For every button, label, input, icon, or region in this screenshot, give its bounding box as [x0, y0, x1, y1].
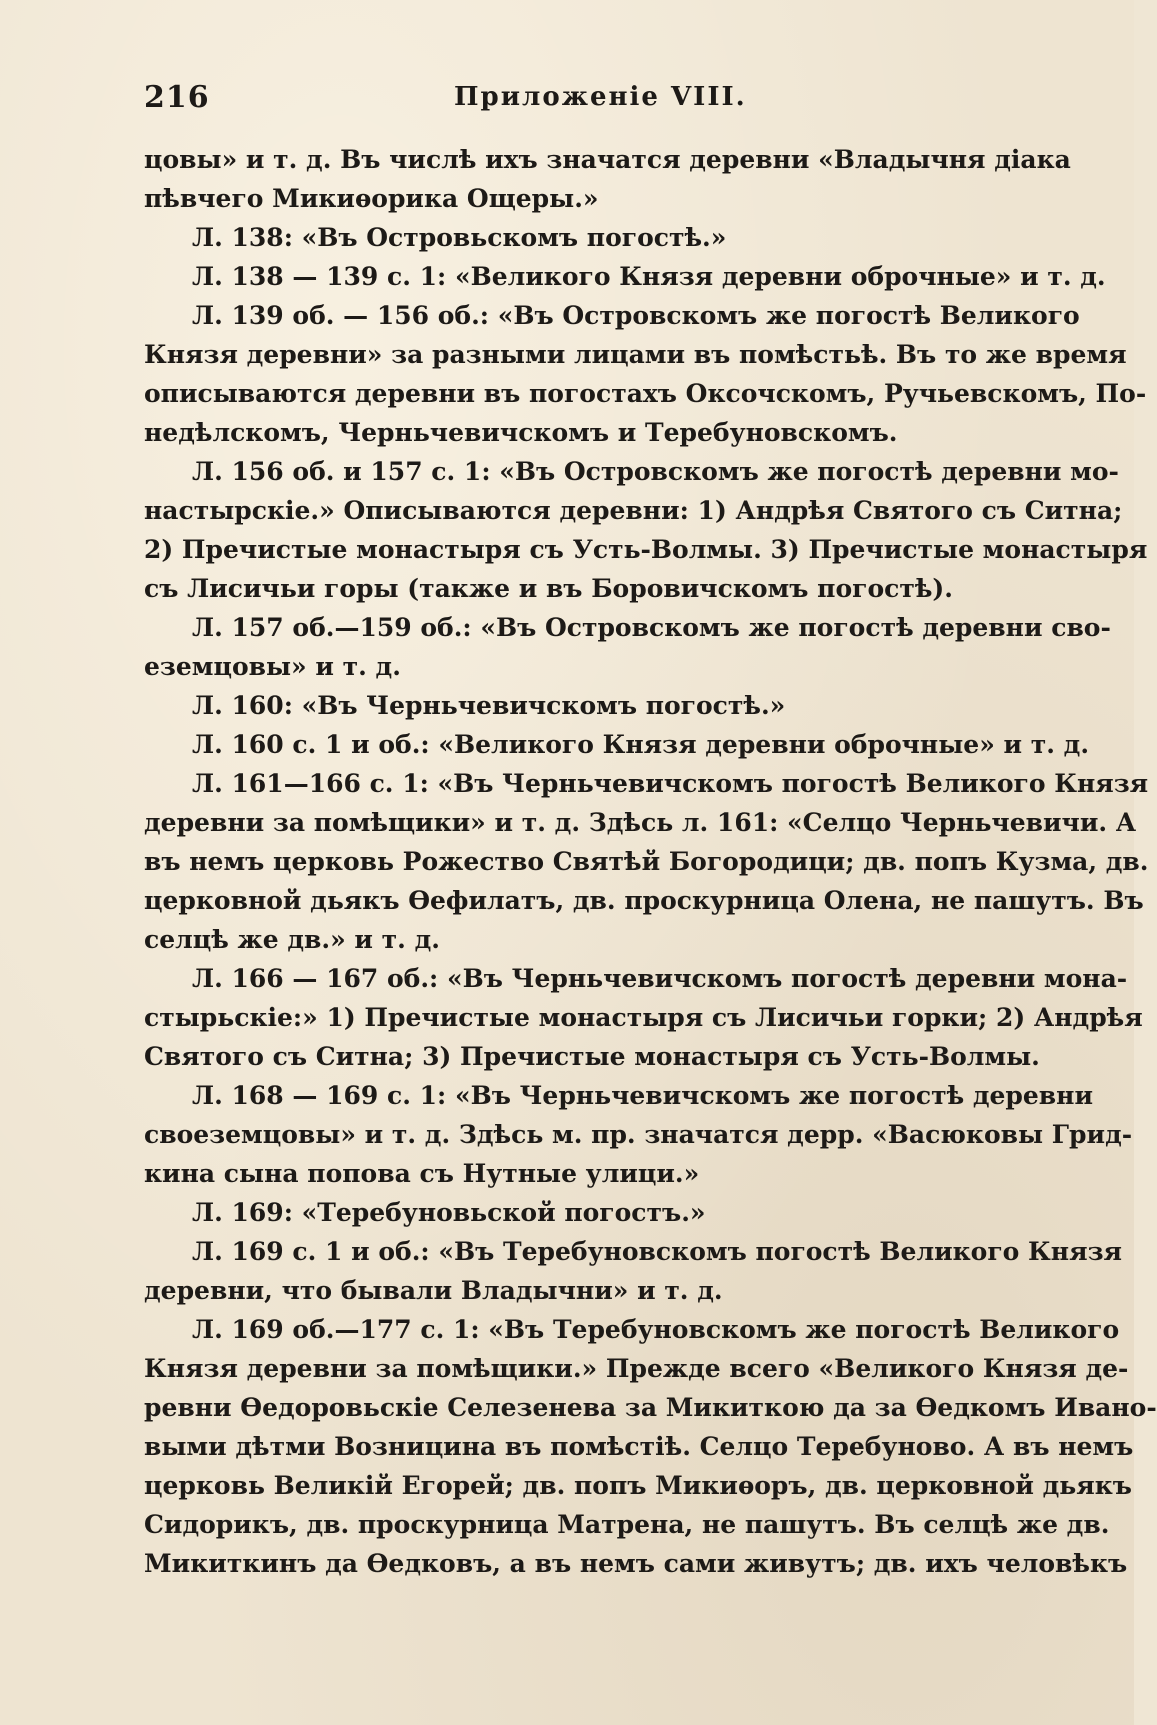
- text-line: Л. 169 с. 1 и об.: «Въ Теребуновскомъ погостѣ Великого Князя: [192, 1237, 1122, 1266]
- text-line: деревни за помѣщики» и т. д. Здѣсь л. 161: «Селцо Черньчевичи. А: [144, 808, 1137, 837]
- text-line: ревни Ѳедоровьскіе Селезенева за Микиткою да за Ѳедкомъ Ивано-: [144, 1393, 1157, 1422]
- text-line: Л. 160: «Въ Черньчевичскомъ погостѣ.»: [192, 691, 786, 720]
- text-line: Л. 156 об. и 157 с. 1: «Въ Островскомъ же погостѣ деревни мо-: [192, 457, 1119, 486]
- body-text: [144, 140, 1157, 1583]
- text-line: Л. 160 с. 1 и об.: «Великого Князя деревни оброчные» и т. д.: [192, 730, 1090, 759]
- text-line: описываются деревни въ погостахъ Оксочскомъ, Ручьевскомъ, По-: [144, 379, 1147, 408]
- text-line: Л. 161—166 с. 1: «Въ Черньчевичскомъ погостѣ Великого Князя: [192, 769, 1149, 798]
- text-line: Л. 138 — 139 с. 1: «Великого Князя деревни оброчные» и т. д.: [192, 262, 1106, 291]
- text-line: недѣлскомъ, Черньчевичскомъ и Теребуновскомъ.: [144, 418, 898, 447]
- page-number: 216: [144, 80, 210, 115]
- text-line: кина сына попова съ Нутные улици.»: [144, 1159, 700, 1188]
- text-line: Л. 166 — 167 об.: «Въ Черньчевичскомъ погостѣ деревни мона-: [192, 964, 1128, 993]
- text-line: пѣвчего Микиѳорика Ощеры.»: [144, 184, 599, 213]
- text-line: Л. 139 об. — 156 об.: «Въ Островскомъ же погостѣ Великого: [192, 301, 1080, 330]
- text-line: Князя деревни за помѣщики.» Прежде всего «Великого Князя де-: [144, 1354, 1129, 1383]
- text-line: деревни, что бывали Владычни» и т. д.: [144, 1276, 723, 1305]
- running-title: Приложеніе VIII.: [454, 82, 747, 112]
- text-line: настырскіе.» Описываются деревни: 1) Андрѣя Святого съ Ситна;: [144, 496, 1123, 525]
- text-line: 2) Пречистые монастыря съ Усть-Волмы. 3) Пречистые монастыря: [144, 535, 1148, 564]
- text-line: Князя деревни» за разными лицами въ помѣстьѣ. Въ то же время: [144, 340, 1127, 369]
- text-line: своеземцовы» и т. д. Здѣсь м. пр. значатся дерр. «Васюковы Грид-: [144, 1120, 1133, 1149]
- text-line: Л. 169 об.—177 с. 1: «Въ Теребуновскомъ же погостѣ Великого: [192, 1315, 1120, 1344]
- text-line: еземцовы» и т. д.: [144, 652, 401, 681]
- text-line: Сидорикъ, дв. проскурница Матрена, не пашутъ. Въ селцѣ же дв.: [144, 1510, 1110, 1539]
- text-line: стырьскіе:» 1) Пречистые монастыря съ Лисичьи горки; 2) Андрѣя: [144, 1003, 1143, 1032]
- page-header: [144, 80, 1044, 120]
- text-line: Л. 138: «Въ Островьскомъ погостѣ.»: [192, 223, 727, 252]
- text-line: съ Лисичьи горы (также и въ Боровичскомъ погостѣ).: [144, 574, 953, 603]
- text-line: церковной дьякъ Ѳефилатъ, дв. проскурница Олена, не пашутъ. Въ: [144, 886, 1144, 915]
- text-line: цовы» и т. д. Въ числѣ ихъ значатся деревни «Владычня діака: [144, 145, 1071, 174]
- text-line: Микиткинъ да Ѳедковъ, а въ немъ сами живутъ; дв. ихъ человѣкъ: [144, 1549, 1128, 1578]
- text-line: выми дѣтми Возницина въ помѣстіѣ. Селцо Теребуново. А въ немъ: [144, 1432, 1134, 1461]
- text-line: Святого съ Ситна; 3) Пречистые монастыря съ Усть-Волмы.: [144, 1042, 1040, 1071]
- text-line: Л. 168 — 169 с. 1: «Въ Черньчевичскомъ же погостѣ деревни: [192, 1081, 1094, 1110]
- text-line: въ немъ церковь Рожество Святѣй Богородици; дв. попъ Кузма, дв.: [144, 847, 1149, 876]
- text-line: Л. 169: «Теребуновьской погостъ.»: [192, 1198, 706, 1227]
- text-line: селцѣ же дв.» и т. д.: [144, 925, 440, 954]
- text-line: Л. 157 об.—159 об.: «Въ Островскомъ же погостѣ деревни сво-: [192, 613, 1111, 642]
- text-line: церковь Великій Егорей; дв. попъ Микиѳоръ, дв. церковной дьякъ: [144, 1471, 1132, 1500]
